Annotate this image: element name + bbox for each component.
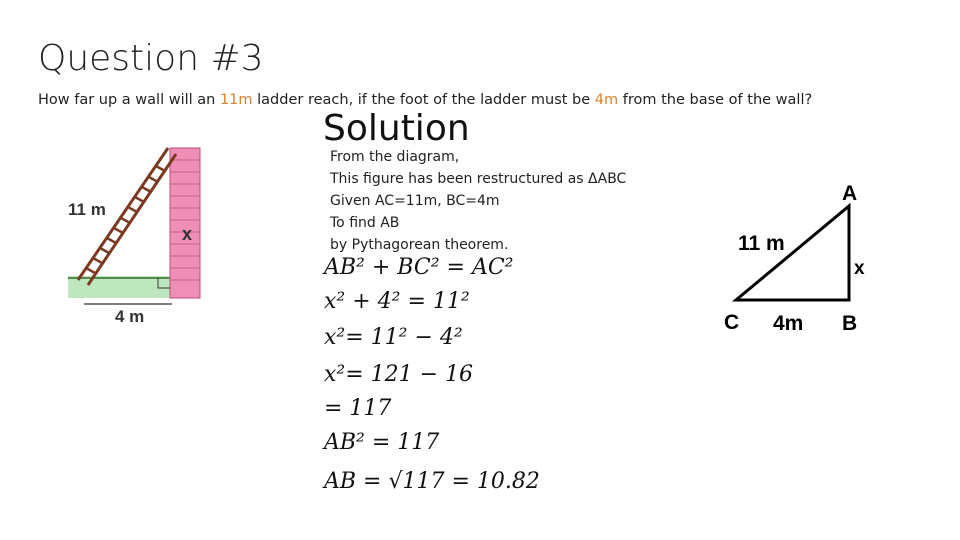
solution-line: This figure has been restructured as ΔABC bbox=[330, 171, 627, 187]
side-x-label: x bbox=[854, 258, 865, 279]
equation-1: AB² + BC² = AC² bbox=[324, 255, 514, 280]
question-text: How far up a wall will an 11m ladder reach, if the foot of the ladder must be 4m from the base of the wall? bbox=[38, 92, 813, 108]
left-ladder-label: 11 m bbox=[68, 200, 106, 219]
ladder-length-highlight: 11m bbox=[219, 92, 253, 108]
vertex-a-label: A bbox=[842, 182, 858, 205]
solution-text bbox=[330, 146, 626, 256]
equation-5: = 117 bbox=[324, 396, 392, 421]
ladder-wall-diagram bbox=[60, 140, 210, 330]
triangle-abc-diagram bbox=[718, 176, 888, 336]
hypotenuse-label: 11 m bbox=[738, 232, 785, 255]
solution-line: To find AB bbox=[330, 215, 400, 231]
left-base-label: 4 m bbox=[115, 307, 145, 326]
solution-heading: Solution bbox=[323, 108, 470, 149]
base-label: 4m bbox=[773, 312, 804, 335]
brick-wall bbox=[170, 148, 200, 298]
solution-line: From the diagram, bbox=[330, 149, 460, 165]
vertex-b-label: B bbox=[842, 312, 858, 335]
equation-6: AB² = 117 bbox=[324, 430, 440, 455]
solution-line: Given AC=11m, BC=4m bbox=[330, 193, 500, 209]
equation-2: x² + 4² = 11² bbox=[324, 289, 470, 314]
equation-7: AB = √117 = 10.82 bbox=[324, 469, 540, 494]
equation-4: x²= 121 − 16 bbox=[324, 362, 474, 387]
solution-line: by Pythagorean theorem. bbox=[330, 237, 509, 253]
equation-3: x²= 11² − 4² bbox=[324, 325, 463, 350]
left-height-label: x bbox=[182, 224, 193, 244]
foot-distance-highlight: 4m bbox=[594, 92, 619, 108]
slide-title: Question #3 bbox=[38, 38, 264, 79]
vertex-c-label: C bbox=[724, 311, 740, 334]
